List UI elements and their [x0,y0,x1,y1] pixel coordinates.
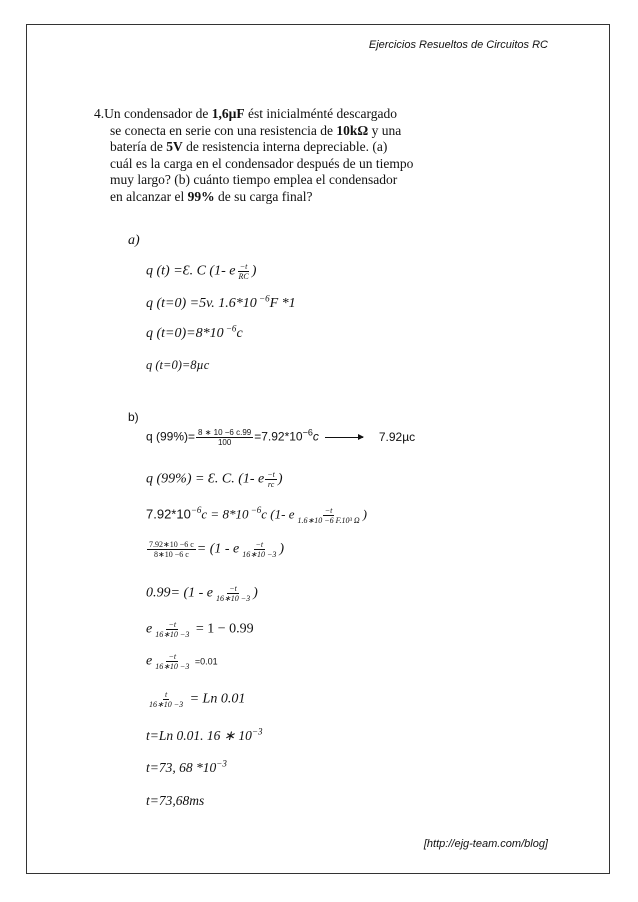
equation-b7: e $\frac{-t}{16∗10 -3}$ =0.01 [146,652,218,671]
equation-b4: $\frac{7.92∗10 -6 c}{8∗10 -6 c}$ = (1 - e $\frac{-t}{16∗10 -3}$ ) [149,540,285,560]
right-arrow-icon [325,437,363,438]
equation-b10: t=73, 68 $*10^{-3}$ [146,758,227,775]
problem-line: en alcanzar el 99% de su carga final? [110,188,313,204]
problem-statement [94,106,414,205]
problem-line: batería de 5V de resistencia interna depreciable. (a) [110,139,388,154]
equation-b8: $\frac{t}{16∗10 -3}$ = Ln 0.01 [149,690,246,709]
problem-line: cuál es la carga en el condensador después de un tiempo [110,155,414,171]
part-a-label: a) [128,233,140,248]
equation-b5: 0.99= (1 - e $\frac{-t}{16∗10 -3}$ ) [146,584,258,603]
equation-a3: q (t=0)=8*10 $^{-6}$c [146,323,243,341]
problem-line: muy largo? (b) cuánto tiempo emplea el condensador [110,172,398,187]
equation-a1: q (t) =Ɛ. C (1- e $\frac{-t}{RC}$ ) [146,262,257,281]
equation-b11: t=73,68ms [146,793,205,808]
equation-a4: q (t=0)=8µc [146,358,210,372]
problem-line: 4.Un condensador de 1,6µF ést inicialménté descargado [94,106,397,121]
equation-b3: $7.92*10^{-6}c = 8*10$ $^{-6}$c (1- e $\frac{-t}{\text{1.6∗10 −6 F.10³ Ω}}$ ) [146,505,367,525]
equation-b1: q (99%)= $\frac{8 ∗ 10 -6 c.99}{100}$ $=7.92*10^{-6}c$ 7.92µc [146,427,416,447]
equation-a2: q (t=0) =5v. 1.6*10 $^{-6}$F *1 [146,293,296,311]
equation-b2: q (99%) = Ɛ. C. (1- e $\frac{-t}{rc}$ ) [146,470,283,489]
footer-link[interactable]: [http://ejg-team.com/blog] [423,838,548,850]
problem-line: se conecta en serie con una resistencia de 10kΩ y una [110,122,402,138]
equation-b9: t=Ln 0.01. 16 ∗ $10^{-3}$ [146,726,263,743]
page-header: Ejercicios Resueltos de Circuitos RC [368,39,548,51]
part-b-label: b) [128,410,139,424]
equation-b6: e $\frac{-t}{16∗10 -3}$ = 1 − 0.99 [146,620,254,639]
